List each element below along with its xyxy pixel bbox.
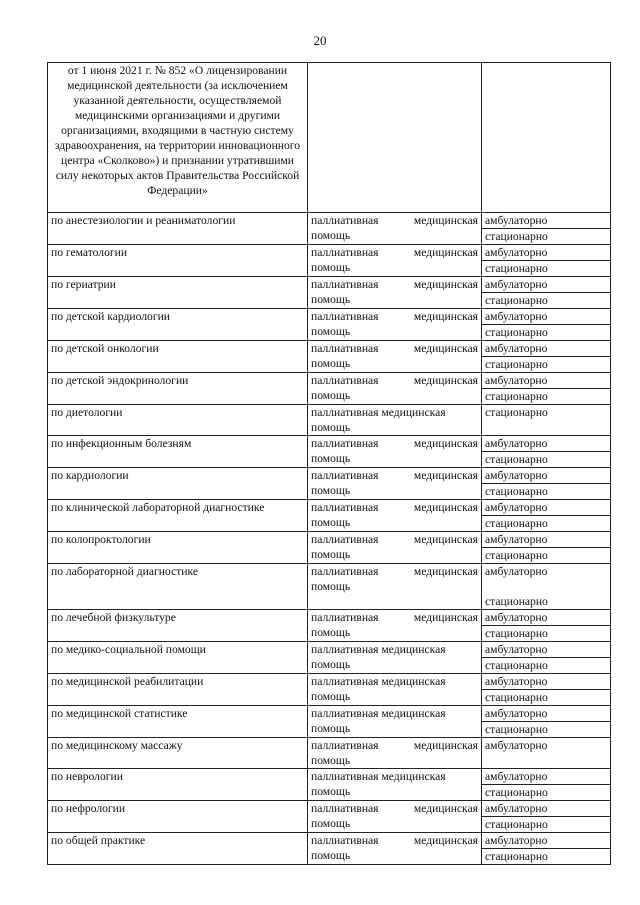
table-row [48,833,611,865]
care-word: помощь [311,389,351,402]
care-word: паллиативная [311,611,379,624]
condition-value: стационарно [482,292,610,308]
table-row [48,468,611,500]
care-word: паллиативная [311,834,379,847]
care-word: паллиативная [311,374,379,387]
care-word: медицинская [413,214,478,227]
specialty-cell: по анестезиологии и реаниматологии [48,213,308,245]
care-word: медицинская [413,310,478,323]
care-word: медицинская [413,501,478,514]
condition-value: амбулаторно [485,675,548,688]
care-word: медицинская [413,565,478,578]
care-type-cell [308,610,482,642]
care-word: помощь [311,357,351,370]
care-type-cell [308,500,482,532]
specialty-cell: по инфекционным болезням [48,436,308,468]
condition-cell [482,706,611,738]
care-type-line [311,532,478,547]
care-type-cell [308,642,482,674]
care-word: паллиативная [311,770,379,783]
care-type-line [311,610,478,625]
condition-value: стационарно [482,388,610,404]
care-word: помощь [311,452,351,465]
care-word: медицинская [381,406,446,419]
care-type-line [311,277,478,292]
specialty-cell: по медицинскому массажу [48,738,308,769]
care-type-line [311,833,478,848]
care-word: паллиативная [311,437,379,450]
condition-value: стационарно [482,483,610,499]
condition-value: амбулаторно [485,342,548,355]
care-word: помощь [311,421,351,434]
condition-cell [482,738,611,769]
table-row [48,436,611,468]
care-type-cell [308,405,482,436]
specialty-cell: по лабораторной диагностике [48,564,308,610]
specialty-cell: по общей практике [48,833,308,865]
care-type-line [311,309,478,324]
header-empty-cell [482,63,611,213]
specialty-cell: по детской онкологии [48,341,308,373]
care-type-line [311,674,478,689]
care-word: медицинская [381,675,446,688]
care-type-cell [308,801,482,833]
care-word: медицинская [381,770,446,783]
care-word: медицинская [413,437,478,450]
condition-cell [482,436,611,468]
care-word: помощь [311,754,351,767]
condition-value: стационарно [482,848,610,864]
specialty-cell: по детской эндокринологии [48,373,308,405]
condition-value: стационарно [482,228,610,244]
care-word: помощь [311,293,351,306]
condition-value: амбулаторно [485,374,548,387]
care-word: паллиативная [311,501,379,514]
care-type-line [311,706,478,721]
specialty-cell: по неврологии [48,769,308,801]
care-type-cell [308,341,482,373]
condition-cell [482,642,611,674]
condition-value: амбулаторно [485,469,548,482]
condition-cell [482,245,611,277]
care-word: медицинская [413,739,478,752]
care-word: медицинская [413,802,478,815]
care-type-cell [308,674,482,706]
table-row [48,373,611,405]
condition-cell [482,500,611,532]
table-row [48,769,611,801]
specialty-cell: по лечебной физкультуре [48,610,308,642]
condition-value: амбулаторно [485,533,548,546]
condition-value: амбулаторно [485,214,548,227]
care-type-cell [308,468,482,500]
care-word: медицинская [413,611,478,624]
page-number: 20 [313,33,327,48]
care-word: помощь [311,580,351,593]
care-type-line [311,405,478,420]
care-type-cell [308,277,482,309]
care-word: помощь [311,817,351,830]
condition-cell [482,277,611,309]
condition-value: амбулаторно [485,611,548,624]
condition-value: стационарно [482,515,610,531]
care-word: медицинская [413,374,478,387]
care-type-line [311,213,478,228]
table-row [48,674,611,706]
care-type-cell [308,738,482,769]
care-word: паллиативная [311,739,379,752]
condition-value: стационарно [485,595,548,608]
care-type-cell [308,213,482,245]
condition-value: амбулаторно [485,310,548,323]
care-type-line [311,436,478,451]
condition-value: амбулаторно [485,739,548,752]
care-word: паллиативная [311,802,379,815]
care-word: помощь [311,229,351,242]
table-row [48,309,611,341]
condition-value: стационарно [482,356,610,372]
care-type-cell [308,564,482,610]
table-row [48,642,611,674]
condition-cell [482,801,611,833]
care-type-line [311,468,478,483]
specialty-cell: по гериатрии [48,277,308,309]
care-word: помощь [311,658,351,671]
table-row [48,277,611,309]
condition-value: амбулаторно [485,565,548,578]
table-row [48,738,611,769]
care-word: медицинская [413,278,478,291]
care-word: медицинская [381,707,446,720]
care-word: паллиативная [311,278,379,291]
care-word: помощь [311,548,351,561]
condition-spacer [485,579,607,594]
header-row [48,63,611,213]
care-type-cell [308,309,482,341]
table-row [48,245,611,277]
specialty-cell: по медико-социальной помощи [48,642,308,674]
care-word: медицинская [413,834,478,847]
condition-cell [482,309,611,341]
care-type-cell [308,833,482,865]
care-word: паллиативная [311,643,379,656]
care-word: помощь [311,722,351,735]
condition-value: амбулаторно [485,834,548,847]
care-word: медицинская [413,533,478,546]
condition-value: стационарно [482,451,610,467]
condition-cell [482,213,611,245]
condition-value: стационарно [482,547,610,563]
care-word: помощь [311,325,351,338]
specialty-cell: по клинической лабораторной диагностике [48,500,308,532]
care-type-line [311,245,478,260]
care-word: помощь [311,785,351,798]
condition-value: амбулаторно [485,501,548,514]
care-word: помощь [311,484,351,497]
care-type-line [311,373,478,388]
condition-value: стационарно [482,689,610,705]
condition-value: стационарно [482,721,610,737]
condition-cell [482,610,611,642]
condition-value: стационарно [482,816,610,832]
condition-value: амбулаторно [485,437,548,450]
care-word: помощь [311,261,351,274]
care-type-cell [308,436,482,468]
care-word: помощь [311,626,351,639]
care-word: паллиативная [311,246,379,259]
care-word: медицинская [413,342,478,355]
condition-cell [482,405,611,436]
table-row [48,405,611,436]
care-type-cell [308,245,482,277]
condition-value: стационарно [482,324,610,340]
condition-cell [482,564,611,610]
care-word: паллиативная [311,342,379,355]
care-type-line [311,564,478,579]
condition-cell [482,833,611,865]
table-row [48,610,611,642]
specialty-cell: по детской кардиологии [48,309,308,341]
care-word: паллиативная [311,214,379,227]
license-table [47,62,611,865]
decree-reference: от 1 июня 2021 г. № 852 «О лицензировании медицинской деятельности (за исключением указанной деятельности, осуществляемой медицинскими организациями и другими организациями, входящими в частную систему здравоохранения, на территории инновационного центра «Сколково») и признании утратившими силу некоторых актов Правительства Российской Федерации» [48,63,308,213]
condition-cell [482,373,611,405]
condition-value: амбулаторно [485,707,548,720]
header-empty-cell [308,63,482,213]
care-type-cell [308,373,482,405]
care-word: медицинская [413,469,478,482]
care-type-cell [308,532,482,564]
table-row [48,341,611,373]
care-word: медицинская [381,643,446,656]
condition-value: стационарно [482,657,610,673]
care-word: медицинская [413,246,478,259]
care-word: помощь [311,849,351,862]
care-word: паллиативная [311,469,379,482]
care-type-line [311,801,478,816]
condition-value: стационарно [482,260,610,276]
table-row [48,801,611,833]
care-word: паллиативная [311,675,379,688]
care-type-line [311,341,478,356]
care-type-cell [308,706,482,738]
specialty-cell: по гематологии [48,245,308,277]
specialty-cell: по диетологии [48,405,308,436]
condition-value: амбулаторно [485,770,548,783]
specialty-cell: по медицинской статистике [48,706,308,738]
condition-value: стационарно [482,625,610,641]
specialty-cell: по кардиологии [48,468,308,500]
care-word: помощь [311,516,351,529]
condition-cell [482,341,611,373]
condition-cell [482,769,611,801]
care-type-line [311,642,478,657]
condition-value: амбулаторно [485,278,548,291]
care-word: помощь [311,690,351,703]
condition-cell [482,532,611,564]
care-type-line [311,738,478,753]
care-word: паллиативная [311,533,379,546]
specialty-cell: по медицинской реабилитации [48,674,308,706]
care-word: паллиативная [311,707,379,720]
care-word: паллиативная [311,565,379,578]
specialty-cell: по нефрологии [48,801,308,833]
table-row [48,213,611,245]
care-type-line [311,500,478,515]
table-row [48,564,611,610]
care-type-cell [308,769,482,801]
condition-value: амбулаторно [485,802,548,815]
condition-value: амбулаторно [485,643,548,656]
condition-value: стационарно [482,784,610,800]
care-word: паллиативная [311,406,379,419]
table-row [48,532,611,564]
condition-cell [482,468,611,500]
specialty-cell: по колопроктологии [48,532,308,564]
table-row [48,706,611,738]
care-type-line [311,769,478,784]
condition-value: стационарно [485,406,548,419]
table-row [48,500,611,532]
care-word: паллиативная [311,310,379,323]
condition-value: амбулаторно [485,246,548,259]
condition-cell [482,674,611,706]
